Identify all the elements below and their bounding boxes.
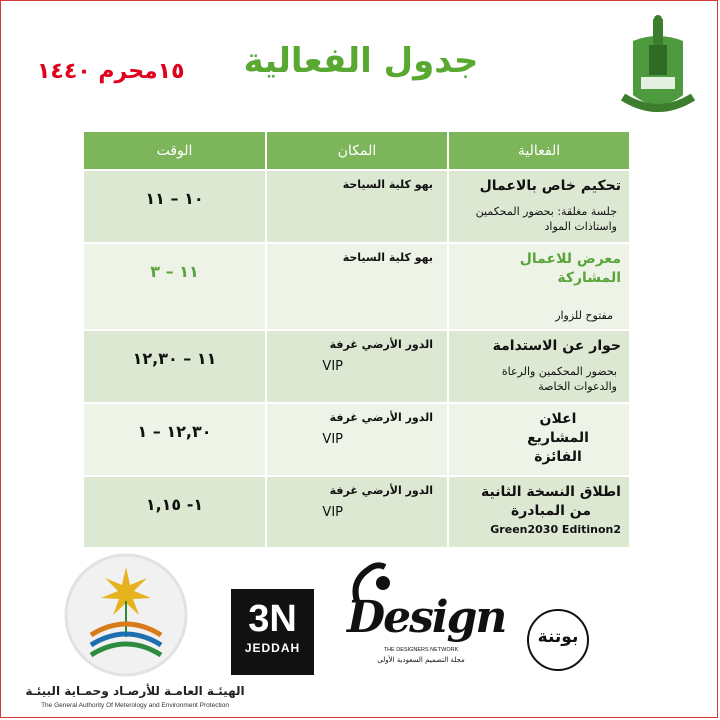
design-magazine-logo [347, 583, 506, 683]
design-word: Design [347, 592, 506, 643]
schedule-table [82, 130, 631, 549]
column-header-time: الوقت [83, 131, 266, 170]
time-range: ١٠ – ١١ [145, 189, 204, 208]
3n-logo-city: JEDDAH [244, 641, 301, 655]
column-header-event: الفعالية [448, 131, 630, 170]
event-cell [448, 476, 630, 548]
place-cell [266, 170, 448, 243]
time-cell [83, 330, 266, 403]
table-row [83, 170, 630, 243]
gamep-logo [25, 549, 245, 719]
3n-jeddah-logo [231, 589, 314, 675]
time-cell [83, 170, 266, 243]
event-title: اعلان المشاريع الفائزة [527, 411, 589, 465]
event-date: ١٥محرم ١٤٤٠ [37, 59, 185, 84]
event-cell [448, 330, 630, 403]
design-tagline: THE DESIGNERS NETWORK [383, 647, 459, 653]
place-name: بهو كلية السياحة [342, 178, 433, 191]
gamep-english-name: The General Authority Of Meterology and Environment Protection [41, 702, 229, 709]
time-range: ١١ – ١٢,٣٠ [132, 349, 217, 368]
place-name: بهو كلية السياحة [342, 251, 433, 264]
table-header-row [83, 131, 630, 170]
butna-logo [527, 609, 589, 671]
time-range: ١٢,٣٠ – ١ [137, 422, 212, 441]
place-cell [266, 476, 448, 548]
butna-logo-text: بوتنة [537, 627, 579, 647]
gamep-emblem-icon [61, 551, 191, 679]
event-note: مفتوح للزوار [555, 309, 613, 322]
time-cell [83, 476, 266, 548]
place-room: VIP [322, 359, 343, 374]
table-row [83, 476, 630, 548]
time-cell [83, 403, 266, 476]
event-cell [448, 403, 630, 476]
time-cell [83, 243, 266, 330]
column-header-place: المكان [266, 131, 448, 170]
sponsor-logos [1, 549, 719, 719]
event-note: Green2030 Editinon2 [490, 523, 621, 536]
gamep-arabic-name: الهيئـة العامـة للأرصـاد وحمـاية البيئـة [25, 684, 245, 698]
event-title: معرض للاعمال المشاركة [519, 251, 621, 286]
event-title: تحكيم خاص بالاعمال [479, 178, 621, 194]
event-title: اطلاق النسخة الثانية من المبادرة [481, 484, 621, 519]
table-row [83, 403, 630, 476]
place-cell [266, 330, 448, 403]
page-title: جدول الفعالية [243, 41, 479, 81]
place-cell [266, 243, 448, 330]
time-range: ١١ – ٣ [150, 262, 199, 281]
event-title: حوار عن الاستدامة [492, 338, 621, 354]
event-note: بحضور المحكمين والرعاة والدعوات الخاصة [501, 365, 617, 393]
event-cell [448, 170, 630, 243]
table-row [83, 243, 630, 330]
3n-logo-text: 3N [248, 598, 297, 640]
place-cell [266, 403, 448, 476]
place-room: VIP [322, 432, 343, 447]
place-name: الدور الأرضي غرفة [329, 484, 433, 497]
event-note: جلسة مغلقة: بحضور المحكمين واستاذات المواد [475, 205, 617, 233]
event-cell [448, 243, 630, 330]
place-name: الدور الأرضي غرفة [329, 338, 433, 351]
time-range: ١- ١,١٥ [145, 495, 204, 514]
university-logo-icon [613, 11, 703, 119]
design-arabic-tagline: مجلة التصميم السعودية الأولى [377, 656, 465, 664]
place-room: VIP [322, 505, 343, 520]
table-row [83, 330, 630, 403]
place-name: الدور الأرضي غرفة [329, 411, 433, 424]
